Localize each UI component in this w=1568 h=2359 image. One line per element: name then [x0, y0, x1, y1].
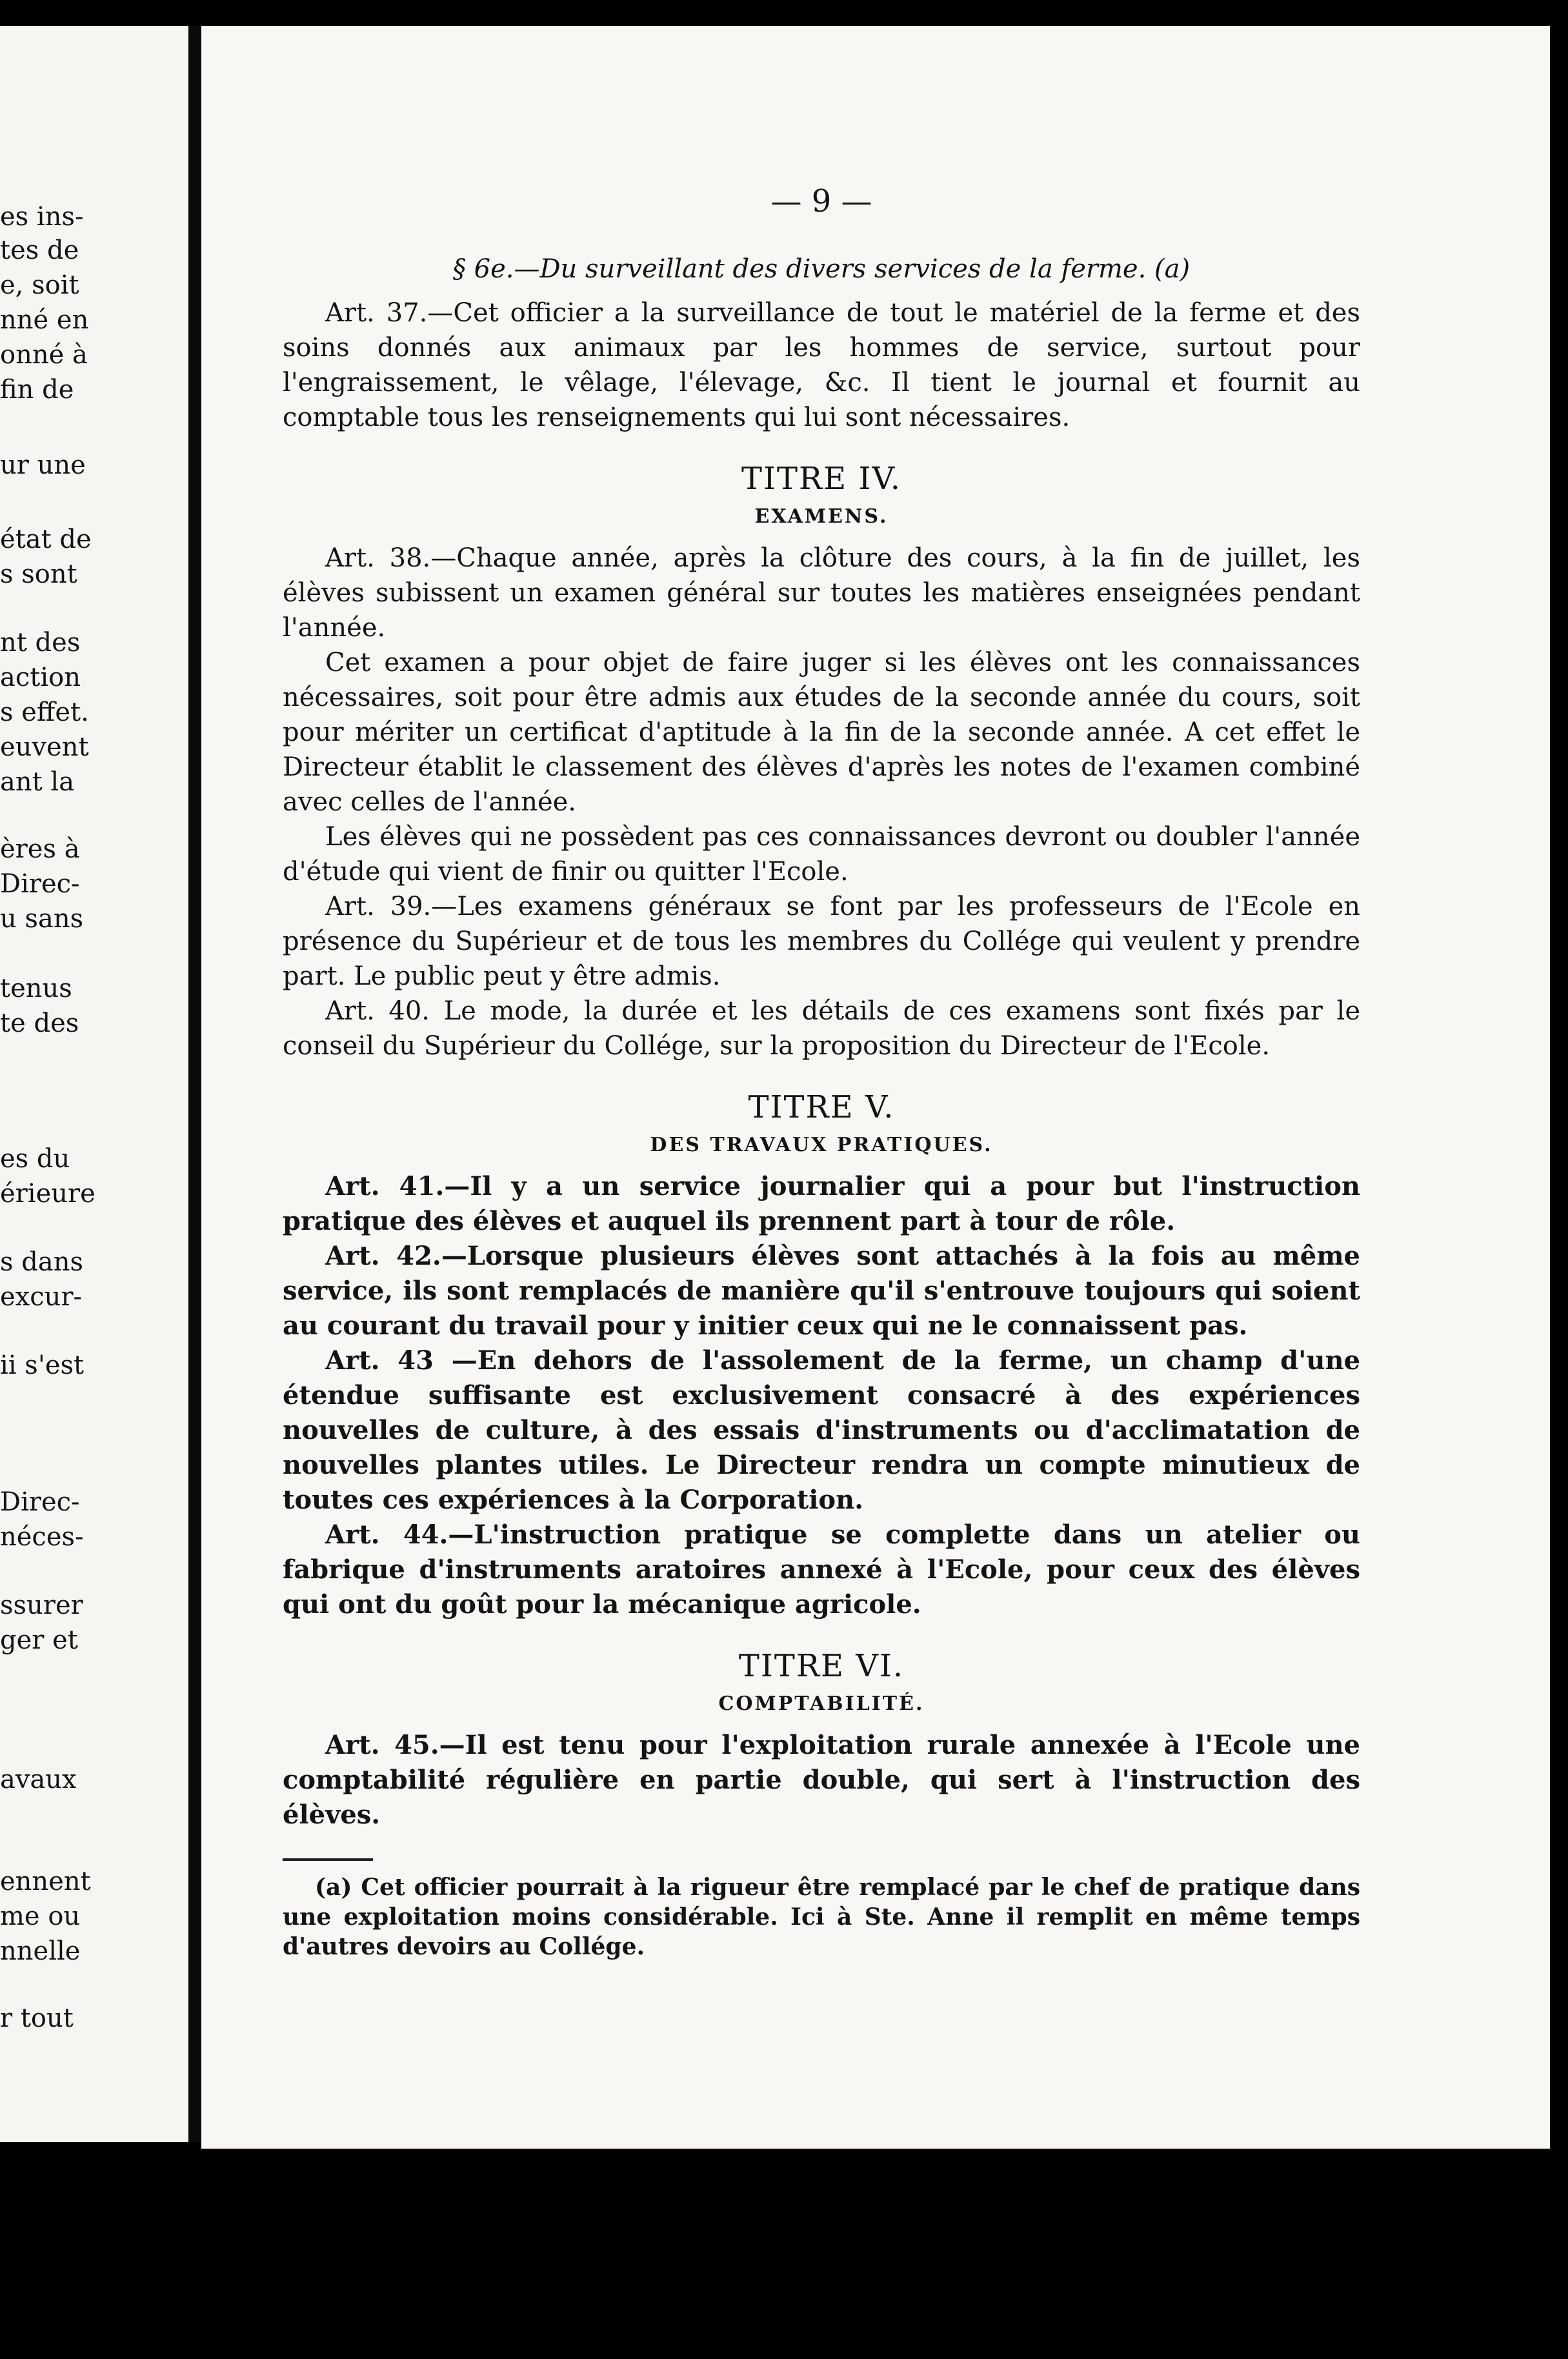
article-paragraph: Art. 45.—Il est tenu pour l'exploitation rurale annexée à l'Ecole une comptabilité régulière en partie double, qui sert à l'instruction des élèves. [283, 1730, 1360, 1830]
facing-line: nnelle [0, 1936, 81, 1966]
article-paragraph: Cet examen a pour objet de faire juger si les élèves ont les connaissances nécessaires, soit pour être admis aux études de la seconde année du cours, soit pour mériter un certificat d'aptitude à la fin de la seconde année. A cet effet le Directeur établit le classement des élèves d'après les notes de l'examen combiné avec celles de l'année. [283, 648, 1360, 817]
facing-line: u sans [0, 904, 84, 934]
facing-line: érieure [0, 1179, 95, 1209]
facing-line: néces- [0, 1522, 84, 1552]
page-header [283, 183, 1360, 248]
facing-line: ssurer [0, 1591, 83, 1620]
article-paragraph: Art. 40. Le mode, la durée et les détails de ces examens sont fixés par le conseil du Supérieur du Collége, sur la proposition du Directeur de l'Ecole. [283, 996, 1360, 1061]
article-paragraph: Art. 43 —En dehors de l'assolement de la ferme, un champ d'une étendue suffisante est exclusivement consacré à des expériences nouvelles de culture, à des essais d'instruments ou d'acclimatation de nouvelles plantes utiles. Le Directeur rendra un compte minutieux de toutes ces expériences à la Corporation. [283, 1345, 1360, 1515]
facing-line: nné en [0, 305, 89, 335]
article-paragraph: Art. 41.—Il y a un service journalier qui a pour but l'instruction pratique des élèves et auquel ils prennent part à tour de rôle. [283, 1171, 1360, 1236]
facing-line: s sont [0, 559, 77, 589]
facing-line: état de [0, 525, 92, 554]
titre-heading: TITRE VI. [738, 1648, 905, 1684]
facing-line: es du [0, 1144, 70, 1174]
facing-line: avaux [0, 1765, 77, 1794]
article-paragraph: Art. 42.—Lorsque plusieurs élèves sont attachés à la fois au même service, ils sont remplacés de manière qu'il s'entrouve toujours qui soient au courant du travail pour y initier ceux qui ne le connaissent pas. [283, 1241, 1360, 1341]
facing-line: ger et [0, 1625, 78, 1655]
titre-heading: TITRE V. [748, 1089, 895, 1125]
article-paragraph: Art. 44.—L'instruction pratique se complette dans un atelier ou fabrique d'instruments aratoires annexé à l'Ecole, pour ceux des élèves qui ont du goût pour la mécanique agricole. [283, 1520, 1360, 1620]
facing-line: e, soit [0, 270, 79, 300]
facing-line: Direc- [0, 869, 80, 899]
titre-subtitle: EXAMENS. [754, 505, 889, 528]
book-gutter [188, 26, 201, 2142]
facing-line: excur- [0, 1282, 83, 1312]
facing-line: onné à [0, 340, 88, 370]
facing-line: action [0, 663, 81, 692]
section-heading: § 6e.—Du surveillant des divers services de la ferme. (a) [452, 254, 1191, 284]
article-paragraph: Art. 39.—Les examens généraux se font par les professeurs de l'Ecole en présence du Supérieur et de tous les membres du Collége qui veulent y prendre part. Le public peut y être admis. [283, 892, 1360, 991]
facing-line: ennent [0, 1867, 91, 1896]
facing-line: Direc- [0, 1487, 80, 1517]
facing-line: euvent [0, 732, 89, 762]
bold-section [283, 1087, 1360, 1832]
facing-page-fragment [0, 26, 188, 2142]
facing-line: me ou [0, 1902, 81, 1931]
facing-line: tenus [0, 974, 72, 1003]
facing-line: ii s'est [0, 1350, 85, 1380]
article-paragraph: Art. 37.—Cet officier a la surveillance de tout le matériel de la ferme et des soins donnés aux animaux par les hommes de service, surtout pour l'engraissement, le vêlage, l'élevage, &c. Il tient le journal et fournit au comptable tous les renseignements qui lui sont nécessaires. [283, 298, 1360, 432]
facing-line: es ins- [0, 202, 84, 232]
titre-subtitle: DES TRAVAUX PRATIQUES. [650, 1134, 993, 1156]
facing-line: r tout [0, 2003, 74, 2033]
titre-subtitle: COMPTABILITÉ. [718, 1692, 925, 1715]
document-page [201, 26, 1550, 2149]
titre-heading: TITRE IV. [741, 461, 901, 497]
page-number: — 9 — [770, 183, 872, 219]
facing-line: nt des [0, 628, 81, 658]
facing-line: te des [0, 1009, 79, 1038]
facing-line: s dans [0, 1247, 83, 1277]
facing-line: ant la [0, 767, 75, 797]
facing-line: fin de [0, 375, 74, 405]
footnote: (a) Cet officier pourrait à la rigueur être remplacé par le chef de pratique dans une exploitation moins considérable. Ici à Ste. Anne il remplit en même temps d'autres devoirs au Collége. [283, 1874, 1360, 1960]
page-body [283, 252, 1360, 1962]
facing-line: s effet. [0, 698, 89, 727]
article-paragraph: Les élèves qui ne possèdent pas ces connaissances devront ou doubler l'année d'étude qui vient de finir ou quitter l'Ecole. [283, 822, 1360, 887]
facing-line: ères à [0, 834, 80, 864]
article-paragraph: Art. 38.—Chaque année, après la clôture des cours, à la fin de juillet, les élèves subissent un examen général sur toutes les matières enseignées pendant l'année. [283, 543, 1360, 643]
facing-line: ur une [0, 450, 86, 480]
footnote-rule [283, 1858, 373, 1861]
facing-line: tes de [0, 236, 79, 265]
